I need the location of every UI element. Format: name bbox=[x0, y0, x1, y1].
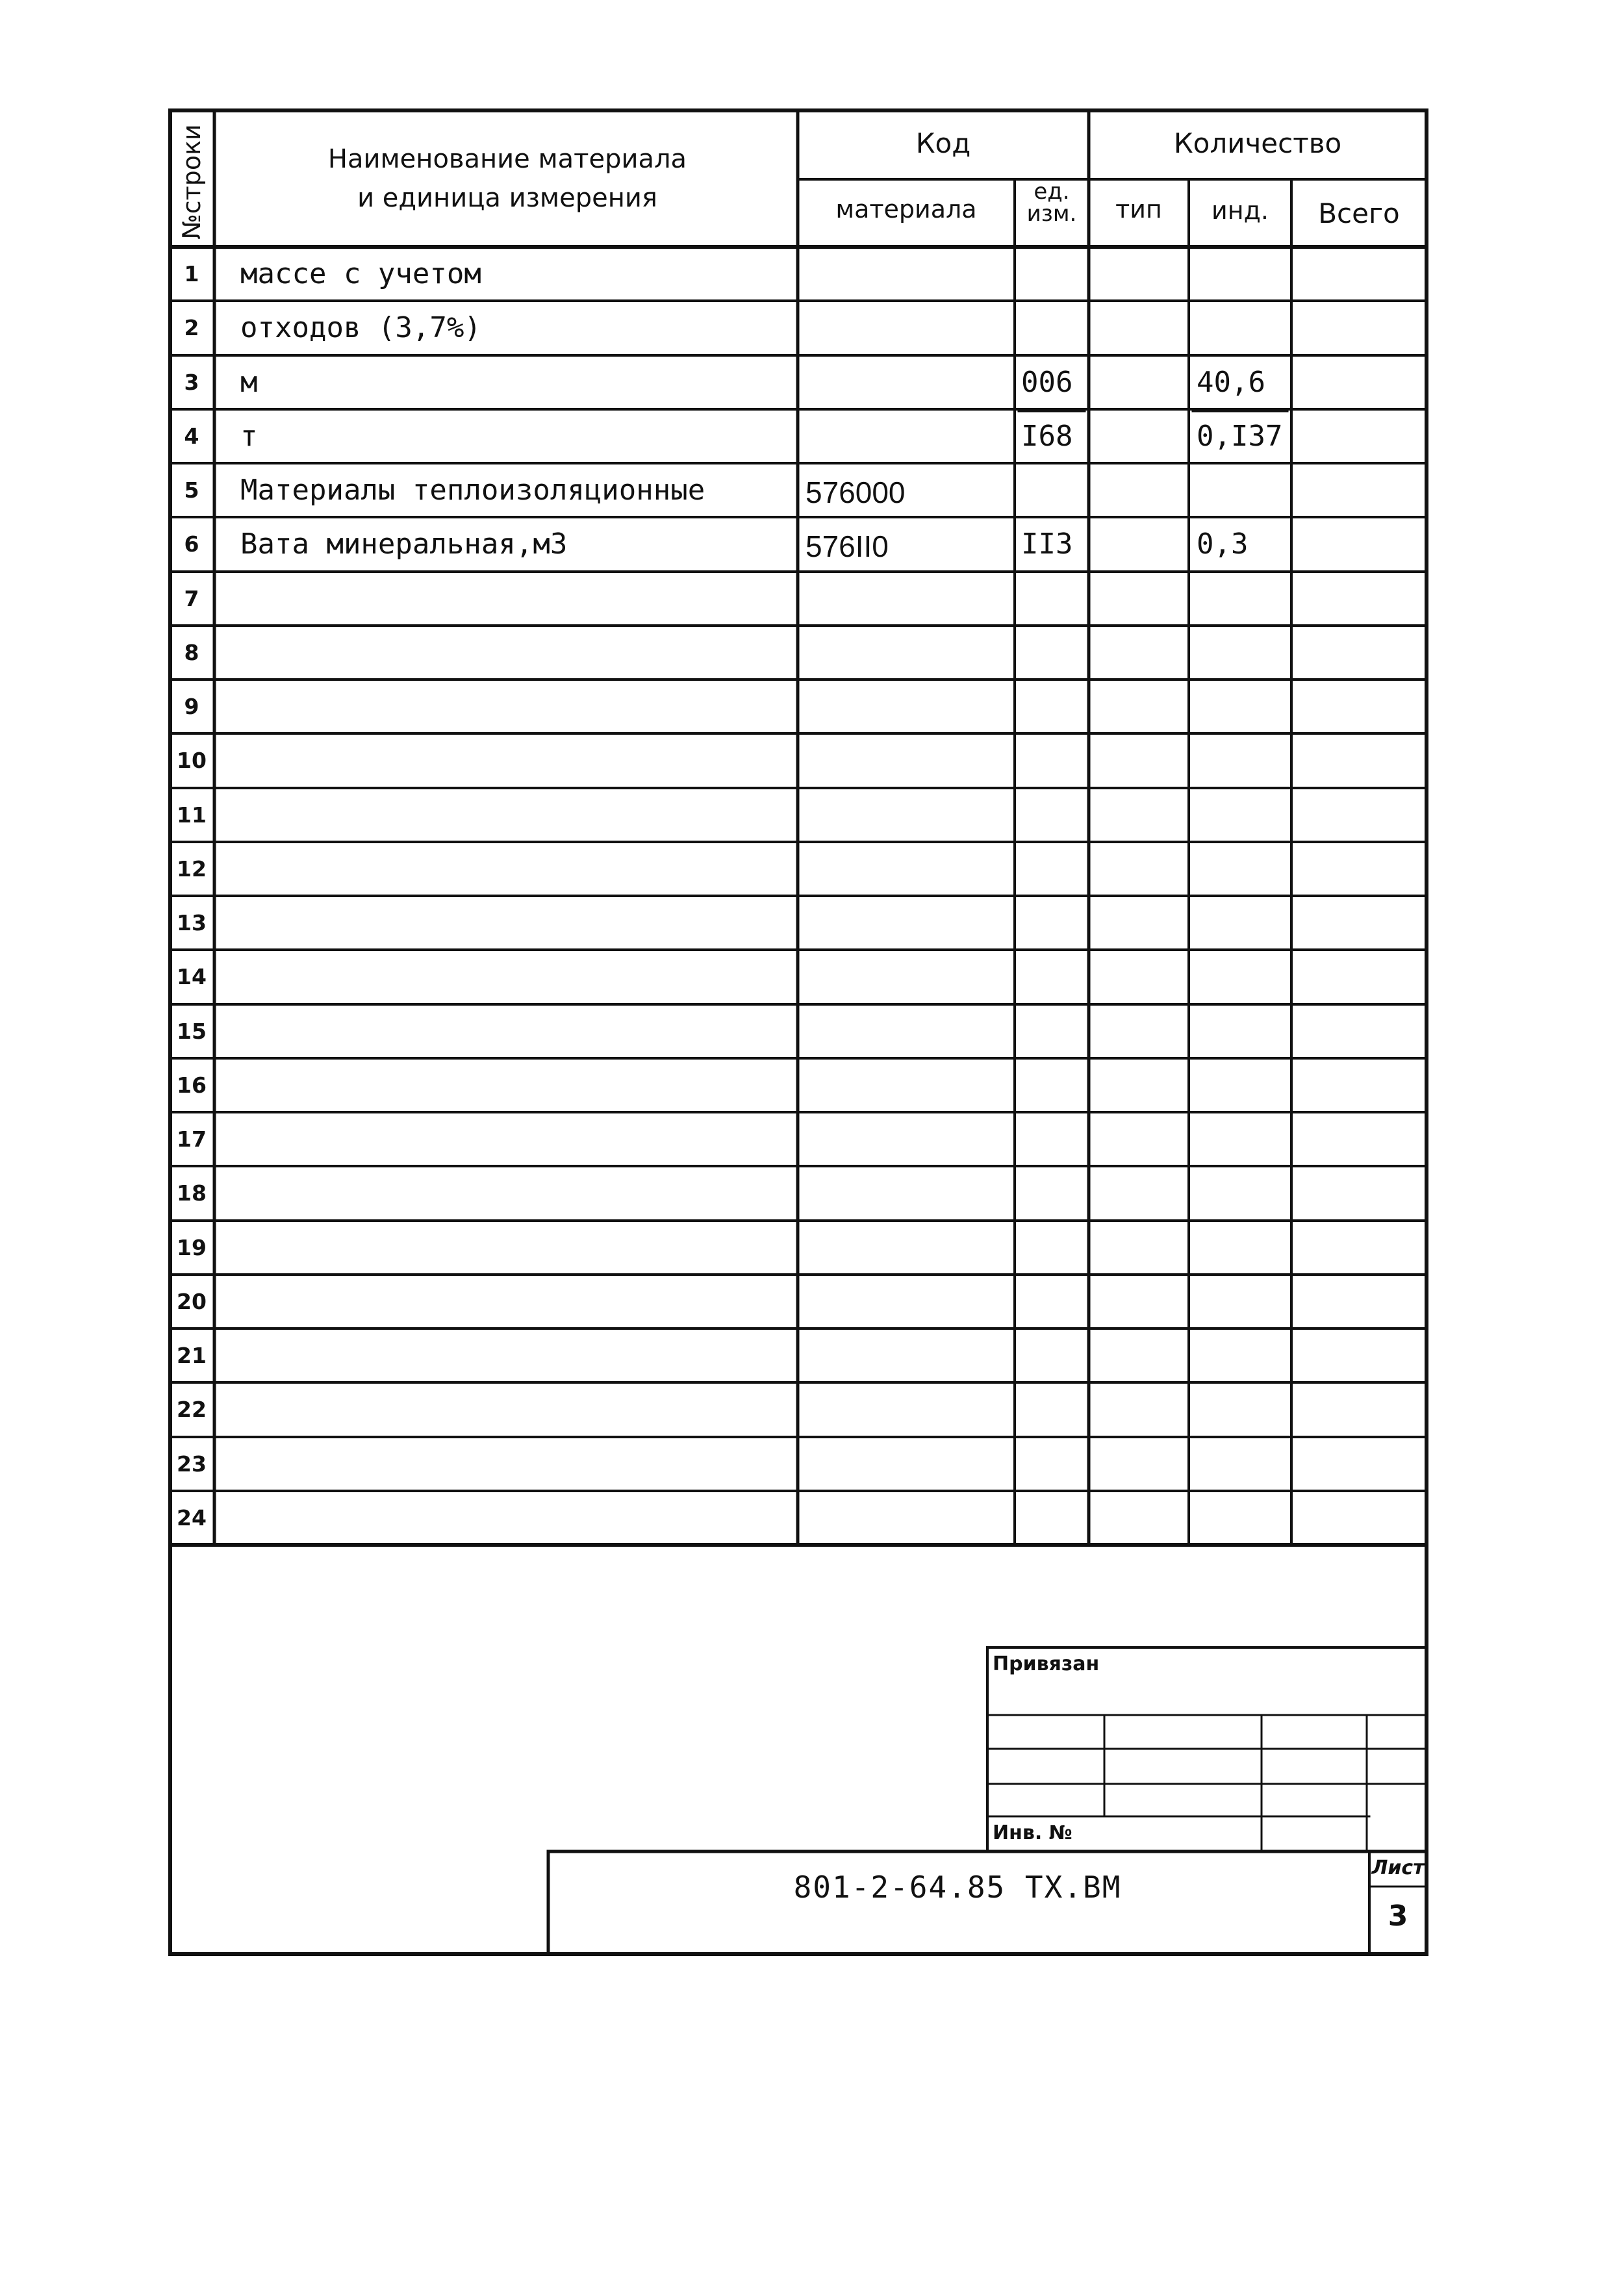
row-number: 24 bbox=[177, 1505, 207, 1531]
row-number: 7 bbox=[184, 586, 199, 611]
material-code-header: материала bbox=[835, 195, 977, 223]
individual-quantity-cell: 0,I37 bbox=[1197, 420, 1283, 453]
unit-header bbox=[1015, 181, 1089, 225]
row-number: 14 bbox=[177, 964, 207, 989]
row-number: 2 bbox=[184, 315, 199, 340]
material-name-cell: отходов (3,7%) bbox=[240, 311, 481, 344]
material-name-cell: м bbox=[240, 366, 258, 399]
row-number: 19 bbox=[177, 1235, 207, 1260]
row-number: 23 bbox=[177, 1451, 207, 1477]
quantity-group-header: Количество bbox=[1173, 127, 1342, 159]
row-number: 12 bbox=[177, 856, 207, 882]
name-header-line2: и единица измерения bbox=[357, 183, 657, 213]
unit-code-cell: 006 bbox=[1021, 366, 1073, 399]
bound-label: Привязан bbox=[993, 1653, 1100, 1675]
individual-quantity-cell: 0,3 bbox=[1197, 528, 1249, 561]
row-number: 11 bbox=[177, 802, 207, 828]
row-number: 22 bbox=[177, 1397, 207, 1422]
row-number: 9 bbox=[184, 694, 199, 719]
row-number: 5 bbox=[184, 477, 199, 503]
sheet-number: 3 bbox=[1388, 1900, 1408, 1933]
material-code-cell: 576000 bbox=[806, 476, 906, 509]
material-code-cell: 576II0 bbox=[806, 529, 889, 563]
unit-code-cell: II3 bbox=[1021, 528, 1073, 561]
material-name-cell: Материалы теплоизоляционные bbox=[240, 474, 705, 507]
material-name-cell: массе с учетом bbox=[240, 257, 481, 290]
inventory-number-label: Инв. № bbox=[993, 1822, 1072, 1844]
name-header-line1: Наименование материала bbox=[327, 144, 687, 174]
code-group-header: Код bbox=[915, 127, 971, 159]
row-number: 1 bbox=[184, 261, 199, 286]
row-number: 10 bbox=[177, 748, 207, 773]
row-number: 15 bbox=[177, 1019, 207, 1044]
row-number: 13 bbox=[177, 910, 207, 935]
total-header: Всего bbox=[1318, 197, 1400, 229]
unit-header-line1: ед. bbox=[1034, 179, 1070, 205]
material-name-cell: т bbox=[240, 420, 258, 453]
row-number: 18 bbox=[177, 1180, 207, 1206]
individual-quantity-cell: 40,6 bbox=[1197, 366, 1265, 399]
row-number: 8 bbox=[184, 640, 199, 665]
document-code: 801-2-64.85 ТХ.ВМ bbox=[793, 1870, 1122, 1905]
unit-code-cell: I68 bbox=[1021, 420, 1073, 453]
row-number: 17 bbox=[177, 1126, 207, 1152]
row-number-header: №строки bbox=[177, 124, 206, 240]
row-number: 21 bbox=[177, 1343, 207, 1368]
row-number: 20 bbox=[177, 1289, 207, 1314]
row-number: 6 bbox=[184, 531, 199, 557]
row-number: 4 bbox=[184, 424, 199, 449]
unit-header-line2: изм. bbox=[1026, 201, 1077, 227]
row-number: 3 bbox=[184, 370, 199, 395]
individual-header: инд. bbox=[1212, 196, 1269, 225]
type-header: тип bbox=[1115, 195, 1162, 223]
sheet-label: Лист bbox=[1371, 1857, 1425, 1879]
material-name-cell: Вата минеральная,м3 bbox=[240, 528, 568, 561]
row-number: 16 bbox=[177, 1073, 207, 1098]
